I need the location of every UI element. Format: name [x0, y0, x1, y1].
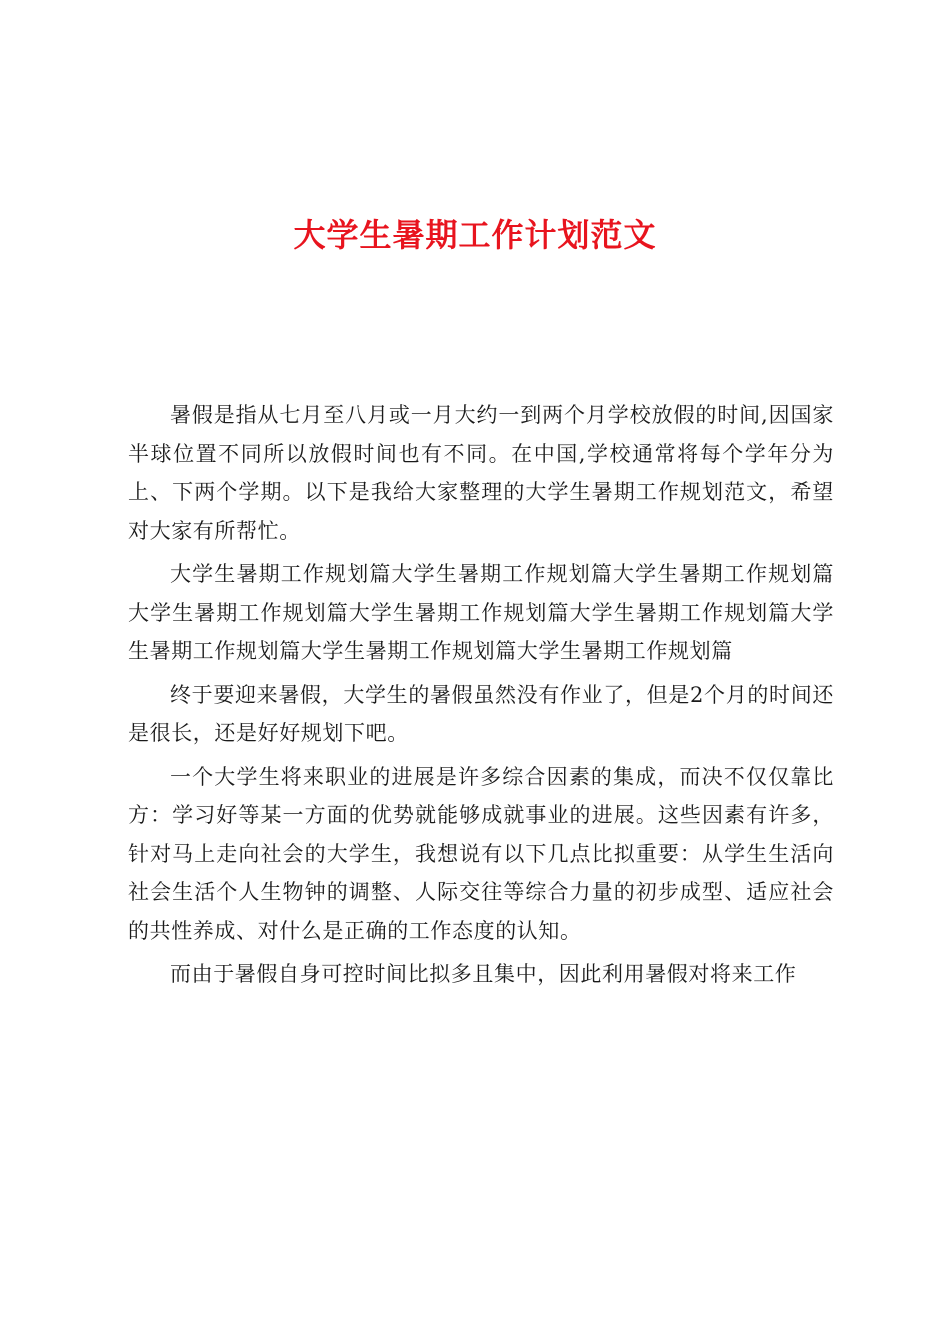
paragraph-plan-list: 大学生暑期工作规划篇大学生暑期工作规划篇大学生暑期工作规划篇大学生暑期工作规划篇大学生暑期工作规划篇大学生暑期工作规划篇大学生暑期工作规划篇大学生暑期工作规划篇大学生暑期工作规划篇: [128, 562, 834, 663]
paragraph-summer-arrival: 终于要迎来暑假，大学生的暑假虽然没有作业了，但是2个月的时间还是很长，还是好好规划下吧。: [128, 682, 834, 745]
paragraph-summer-time: 而由于暑假自身可控时间比拟多且集中，因此利用暑假对将来工作: [170, 962, 797, 986]
paragraph-career-factors: 一个大学生将来职业的进展是许多综合因素的集成，而决不仅仅靠比方：学习好等某一方面的优势就能够成就事业的进展。这些因素有许多，针对马上走向社会的大学生，我想说有以下几点比拟重要：从学生生活向社会生活个人生物钟的调整、人际交往等综合力量的初步成型、适应社会的共性养成、对什么是正确的工作态度的认知。: [128, 764, 834, 943]
document-title: 大学生暑期工作计划范文: [293, 216, 657, 254]
document-body: [128, 396, 834, 999]
paragraph-intro: 暑假是指从七月至八月或一月大约一到两个月学校放假的时间,因国家半球位置不同所以放假时间也有不同。在中国,学校通常将每个学年分为上、下两个学期。以下是我给大家整理的大学生暑期工作规划范文，希望对大家有所帮忙。: [128, 403, 834, 543]
